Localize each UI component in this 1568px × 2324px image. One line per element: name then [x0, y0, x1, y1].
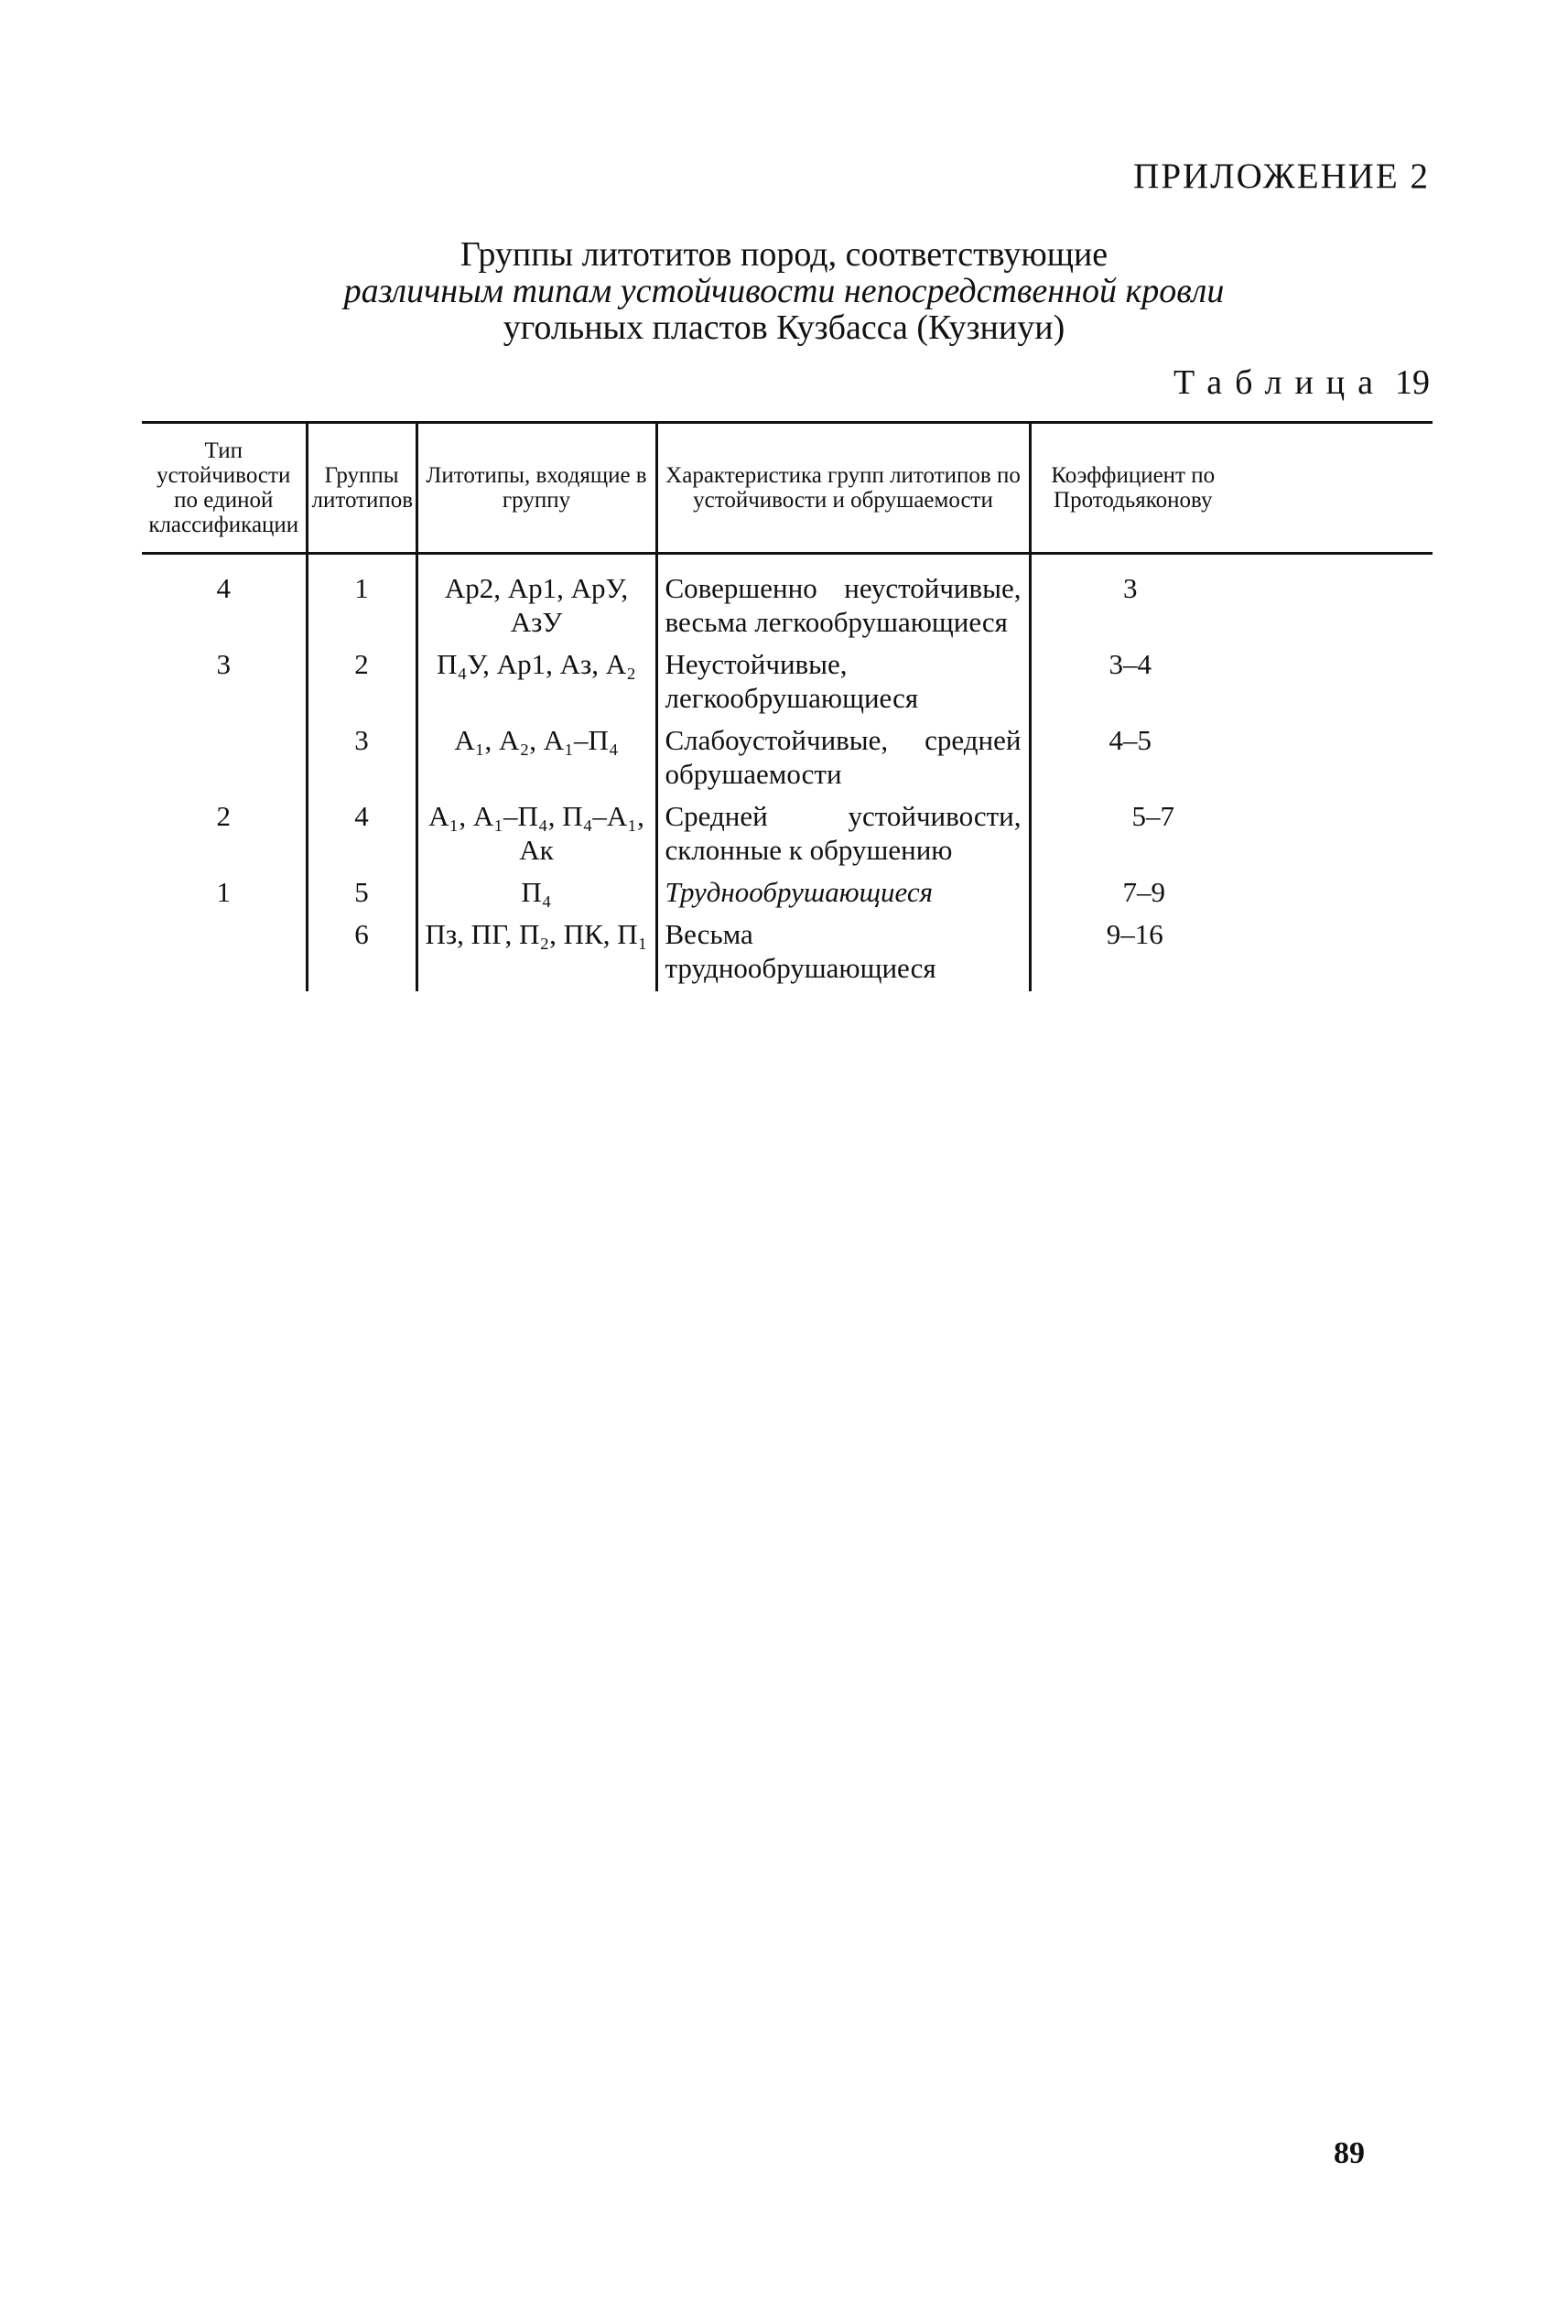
header-coefficient: Коэффициент по Протодьяконову — [1030, 423, 1433, 554]
cell-characteristic: Неустойчивые, легкообрушающиеся — [656, 645, 1030, 721]
header-lithotypes: Литотипы, входящие в группу — [416, 423, 656, 554]
cell-type — [142, 915, 307, 991]
cell-characteristic: Совершенно неустойчивые, весьма легкообрушающиеся — [656, 554, 1030, 646]
cell-group: 1 — [307, 554, 416, 646]
table-row — [142, 915, 1433, 991]
cell-type — [142, 721, 307, 797]
header-groups: Группы литотипов — [307, 423, 416, 554]
header-characteristic: Характеристика групп литотипов по устойчивости и обрушаемости — [656, 423, 1030, 554]
cell-group: 5 — [307, 873, 416, 915]
table-label — [1173, 362, 1430, 403]
table-row — [142, 554, 1433, 646]
cell-group: 3 — [307, 721, 416, 797]
cell-group: 6 — [307, 915, 416, 991]
table-label-word: Таблица — [1173, 363, 1386, 402]
cell-lithotypes: Пз, ПГ, П₂, ПК, П₁ — [416, 915, 656, 991]
cell-coefficient: 4–5 — [1030, 721, 1433, 797]
lithotype-table — [142, 421, 1433, 991]
appendix-label: ПРИЛОЖЕНИЕ 2 — [1133, 157, 1430, 196]
table-number: 19 — [1395, 363, 1430, 402]
title-line-1: Группы литотитов пород, соответствующие — [460, 235, 1108, 274]
table-row — [142, 721, 1433, 797]
cell-characteristic: Труднообрушающиеся — [656, 873, 1030, 915]
cell-type: 3 — [216, 648, 231, 680]
cell-characteristic: Слабоустойчивые, средней обрушаемости — [656, 721, 1030, 797]
cell-lithotypes: А₁, А₂, А₁–П₄ — [416, 721, 656, 797]
cell-lithotypes: Ар2, Ар1, АрУ, АзУ — [416, 554, 656, 646]
cell-type: 1 — [216, 876, 231, 908]
page-number: 89 — [1334, 2136, 1365, 2170]
cell-coefficient: 9–16 — [1030, 915, 1433, 991]
cell-type: 4 — [216, 572, 231, 604]
document-title — [0, 236, 1568, 346]
table-header-row — [142, 423, 1433, 554]
cell-coefficient: 3–4 — [1030, 645, 1433, 721]
cell-type: 2 — [216, 800, 231, 832]
cell-coefficient: 3 — [1030, 554, 1433, 646]
cell-group: 4 — [307, 797, 416, 873]
title-line-2: различным типам устойчивости непосредственной кровли — [343, 272, 1225, 310]
cell-group: 2 — [307, 645, 416, 721]
table-row — [142, 645, 1433, 721]
cell-characteristic: Средней устойчивости, склонные к обрушению — [656, 797, 1030, 873]
title-line-3: угольных пластов Кузбасса (Кузниуи) — [503, 308, 1065, 347]
cell-lithotypes: П₄ — [416, 873, 656, 915]
header-stability-type: Тип устойчивости по единой классификации — [142, 423, 307, 554]
table-row — [142, 797, 1433, 873]
cell-lithotypes: П₄У, Ар1, Аз, А₂ — [416, 645, 656, 721]
cell-coefficient: 5–7 — [1030, 797, 1433, 873]
cell-characteristic: Весьма труднообрушающиеся — [656, 915, 1030, 991]
cell-coefficient: 7–9 — [1030, 873, 1433, 915]
cell-lithotypes: А₁, А₁–П₄, П₄–А₁, Ак — [416, 797, 656, 873]
table-row — [142, 873, 1433, 915]
